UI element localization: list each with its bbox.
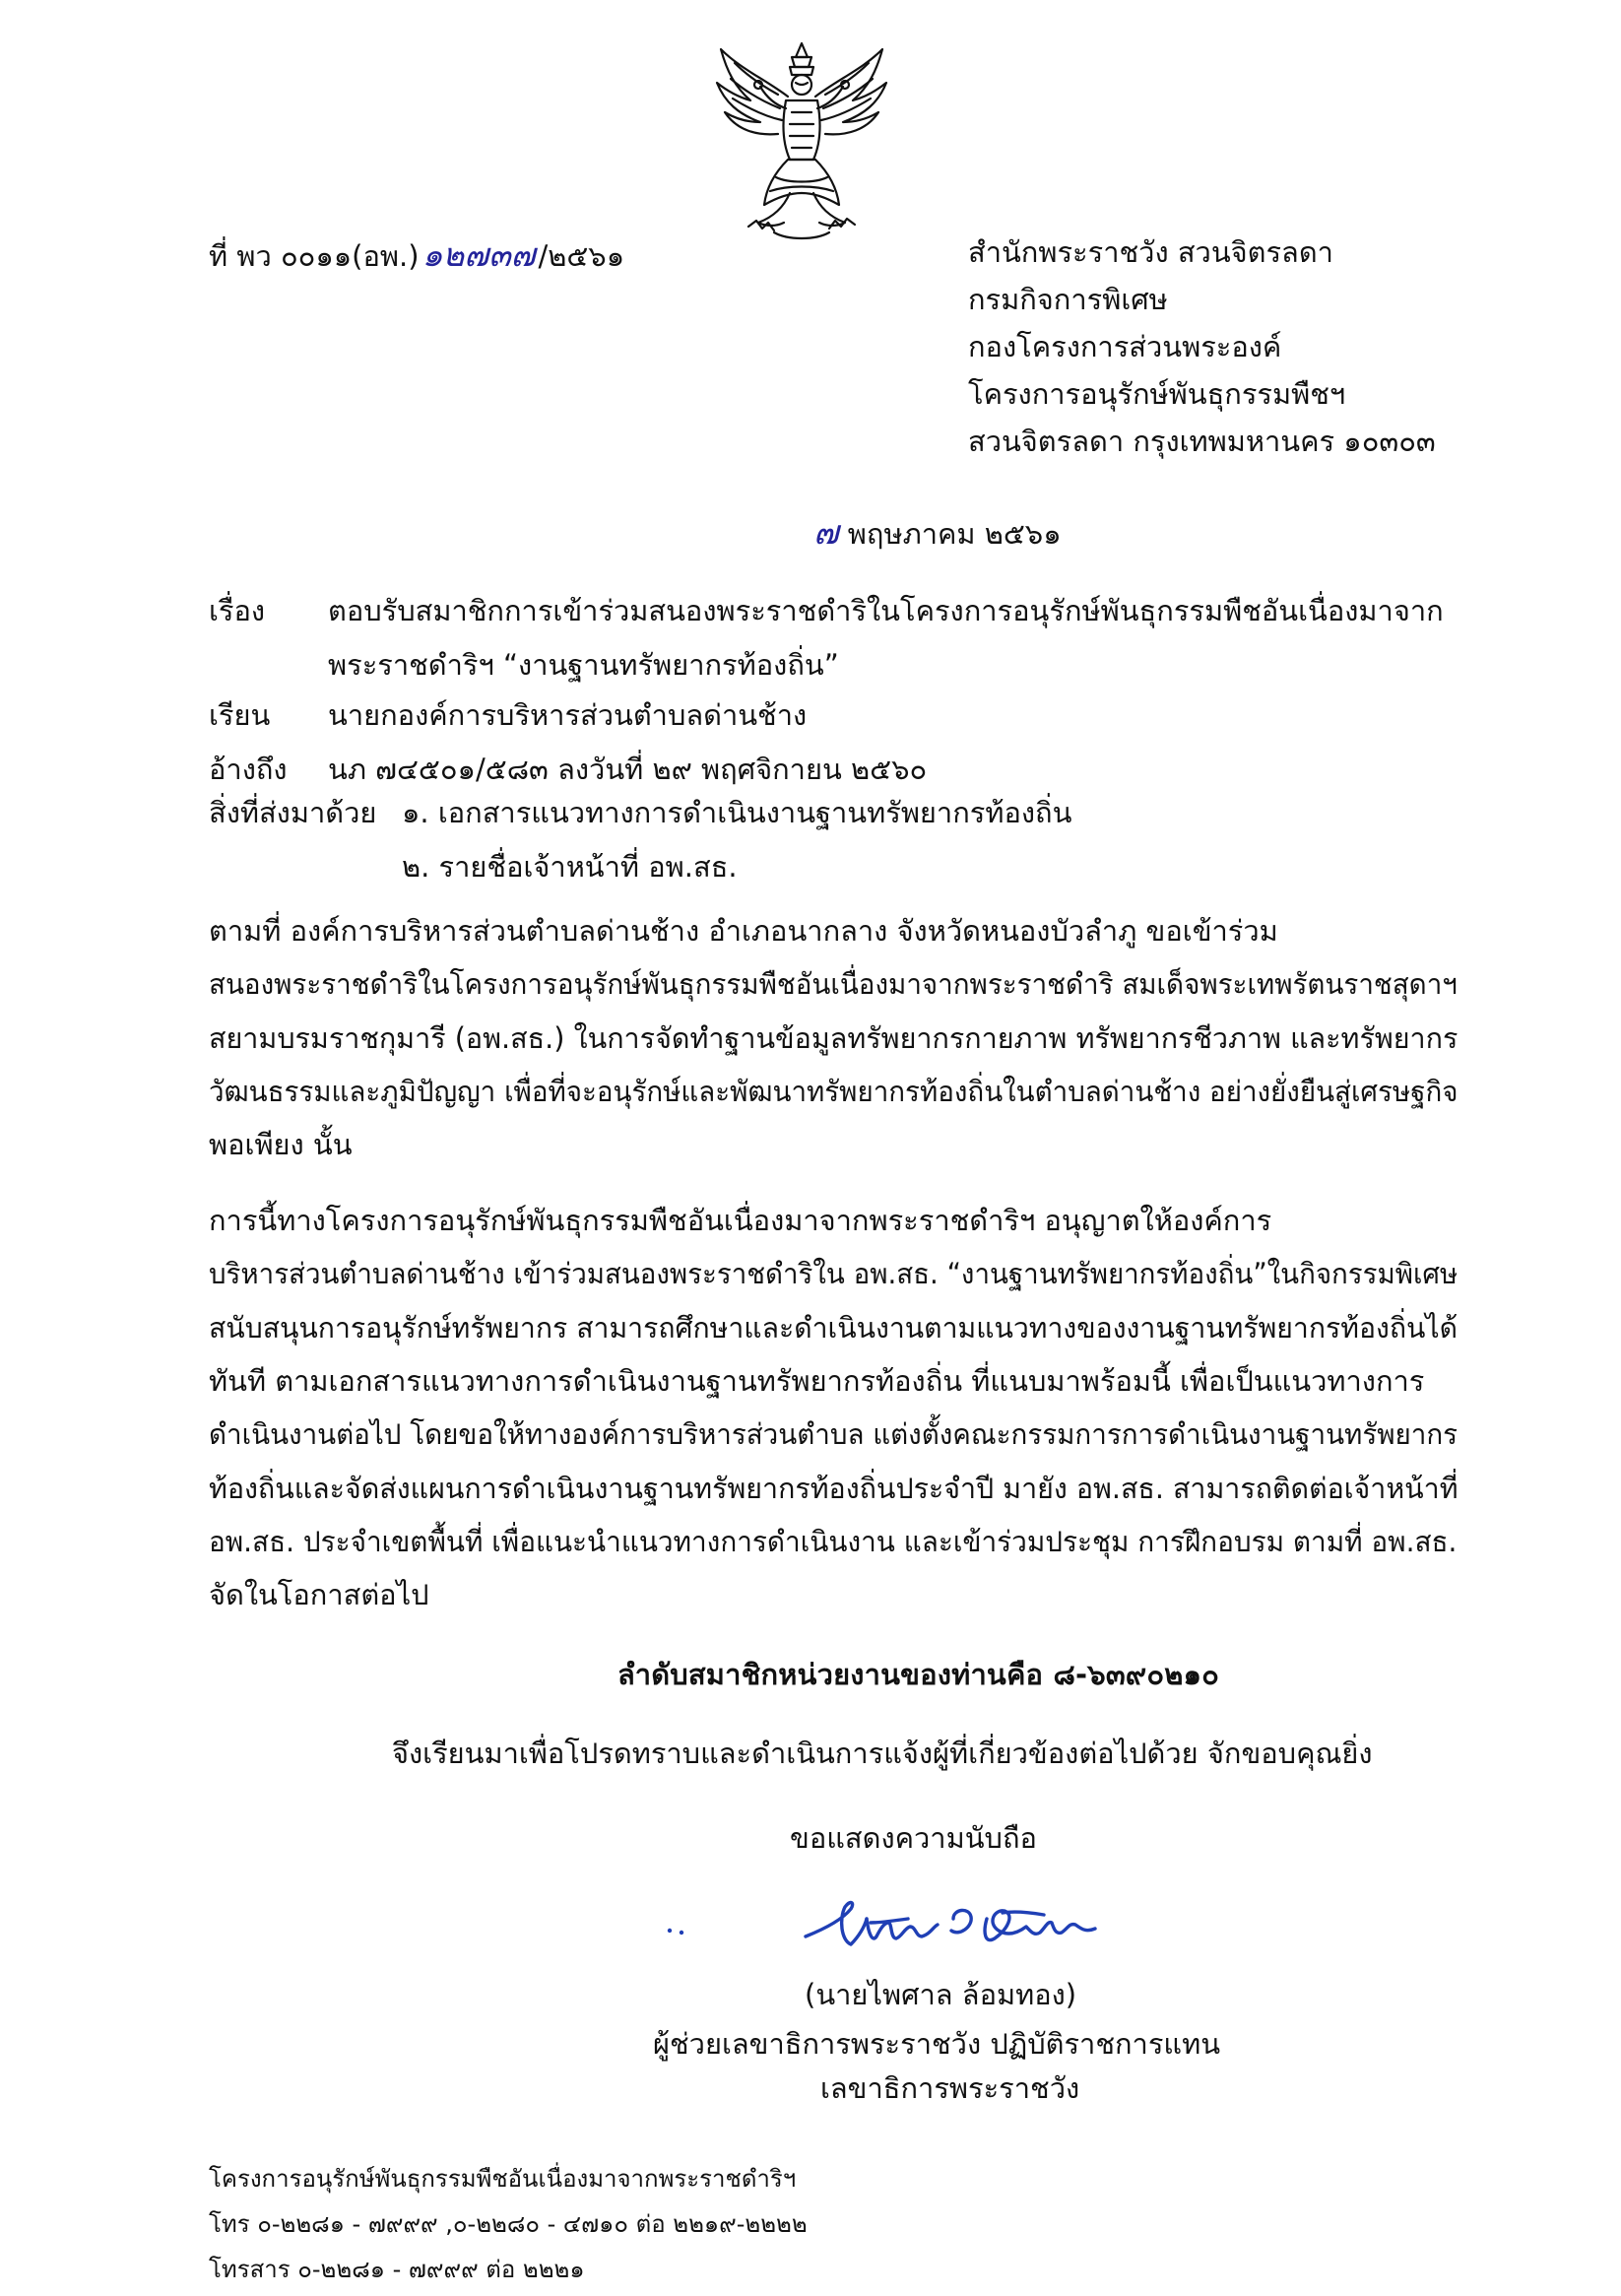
footer-fax: โทรสาร ๐-๒๒๘๑ - ๗๙๙๙ ต่อ ๒๒๒๑	[209, 2256, 585, 2283]
signer-name: (นายไพศาล ล้อมทอง)	[805, 1978, 1077, 2011]
sender-address-line: โครงการอนุรักษ์พันธุกรรมพืชฯ	[968, 377, 1346, 411]
paragraph-line: อพ.สธ. ประจำเขตพื้นที่ เพื่อแนะนำแนวทางการดำเนินงาน และเข้าร่วมประชุม การฝึกอบรม ตามที่ อพ.สธ.	[209, 1524, 1458, 1558]
paragraph-line: สนับสนุนการอนุรักษ์ทรัพยากร สามารถศึกษาและดำเนินงานตามแนวทางของงานฐานทรัพยากรท้องถิ่นได้	[209, 1310, 1459, 1345]
paragraph-line: วัฒนธรรมและภูมิปัญญา เพื่อที่จะอนุรักษ์และพัฒนาทรัพยากรท้องถิ่นในตำบลด่านช้าง อย่างยั่งยืนสู่เศรษฐกิจ	[209, 1074, 1459, 1108]
subject-line-1: ตอบรับสมาชิกการเข้าร่วมสนองพระราชดำริในโครงการอนุรักษ์พันธุกรรมพืชอันเนื่องมาจาก	[328, 594, 1444, 627]
reference-to-value: นภ ๗๔๕๐๑/๕๘๓ ลงวันที่ ๒๙ พฤศจิกายน ๒๕๖๐	[328, 753, 928, 786]
subject-line-2: พระราชดำริฯ “งานฐานทรัพยากรท้องถิ่น”	[328, 648, 839, 682]
paragraph-line: สนองพระราชดำริในโครงการอนุรักษ์พันธุกรรมพืชอันเนื่องมาจากพระราชดำริ สมเด็จพระเทพรัตนราชสุดาฯ	[209, 967, 1458, 1002]
signature-image	[658, 1879, 1121, 1968]
date-month-year: พฤษภาคม ๒๕๖๑	[847, 517, 1062, 551]
sender-address-line: กรมกิจการพิเศษ	[968, 283, 1168, 316]
paragraph-line: ท้องถิ่นและจัดส่งแผนการดำเนินงานฐานทรัพยากรท้องถิ่นประจำปี มายัง อพ.สธ. สามารถติดต่อเจ้าหน้าที่	[209, 1471, 1459, 1505]
paragraph-line: พอเพียง นั้น	[209, 1128, 353, 1162]
enclosure-item: ๒. รายชื่อเจ้าหน้าที่ อพ.สธ.	[402, 850, 738, 884]
signer-title: ผู้ช่วยเลขาธิการพระราชวัง ปฏิบัติราชการแทน	[653, 2027, 1221, 2061]
footer-contact	[209, 2156, 808, 2292]
sender-address-line: กองโครงการส่วนพระองค์	[968, 330, 1282, 363]
letter-date	[813, 505, 1062, 558]
reference-number-handwritten: ๑๒๗๓๗	[421, 235, 536, 274]
paragraph-line: สยามบรมราชกุมารี (อพ.สธ.) ในการจัดทำฐานข้อมูลทรัพยากรกายภาพ ทรัพยากรชีวภาพ และทรัพยากร	[209, 1020, 1459, 1055]
sender-address	[968, 229, 1436, 465]
paragraph-line: ทันที ตามเอกสารแนวทางการดำเนินงานฐานทรัพยากรท้องถิ่น ที่แนบมาพร้อมนี้ เพื่อเป็นแนวทางการ	[209, 1363, 1425, 1398]
enclosures-label: สิ่งที่ส่งมาด้วย	[209, 796, 377, 829]
recipient-value: นายกองค์การบริหารส่วนตำบลด่านช้าง	[328, 698, 808, 732]
member-number: ลำดับสมาชิกหน่วยงานของท่านคือ ๘-๖๓๙๐๒๑๐	[617, 1658, 1220, 1691]
enclosure-item: ๑. เอกสารแนวทางการดำเนินงานฐานทรัพยากรท้องถิ่น	[402, 796, 1072, 829]
sender-address-line: สวนจิตรลดา กรุงเทพมหานคร ๑๐๓๐๓	[968, 425, 1436, 458]
date-day-handwritten: ๗	[813, 513, 839, 553]
reference-number-prefix: ที่ พว ๐๐๑๑(อพ.)	[209, 239, 420, 273]
paragraph-line: ดำเนินงานต่อไป โดยขอให้ทางองค์การบริหารส่วนตำบล แต่งตั้งคณะกรรมการการดำเนินงานฐานทรัพยากร	[209, 1417, 1459, 1452]
subject-label: เรื่อง	[209, 594, 266, 627]
garuda-emblem-icon	[705, 39, 898, 246]
closing-sentence: จึงเรียนมาเพื่อโปรดทราบและดำเนินการแจ้งผู้ที่เกี่ยวข้องต่อไปด้วย จักขอบคุณยิ่ง	[392, 1737, 1373, 1770]
reference-number-suffix: /๒๕๖๑	[538, 239, 625, 273]
recipient-label: เรียน	[209, 698, 271, 732]
paragraph-line: ตามที่ องค์การบริหารส่วนตำบลด่านช้าง อำเภอนากลาง จังหวัดหนองบัวลำภู ขอเข้าร่วม	[209, 914, 1278, 948]
sender-address-line: สำนักพระราชวัง สวนจิตรลดา	[968, 235, 1333, 269]
footer-unit: โครงการอนุรักษ์พันธุกรรมพืชอันเนื่องมาจากพระราชดำริฯ	[209, 2165, 797, 2193]
paragraph-line: การนี้ทางโครงการอนุรักษ์พันธุกรรมพืชอันเนื่องมาจากพระราชดำริฯ อนุญาตให้องค์การ	[209, 1204, 1272, 1237]
footer-phone: โทร ๐-๒๒๘๑ - ๗๙๙๙ ,๐-๒๒๘๐ - ๔๗๑๐ ต่อ ๒๒๑๙-๒๒๒๒	[209, 2210, 808, 2238]
paragraph-line: จัดในโอกาสต่อไป	[209, 1578, 429, 1612]
signer-title: เลขาธิการพระราชวัง	[820, 2071, 1080, 2105]
reference-to-label: อ้างถึง	[209, 753, 288, 786]
reference-number	[209, 229, 624, 281]
paragraph-line: บริหารส่วนตำบลด่านช้าง เข้าร่วมสนองพระราชดำริใน อพ.สธ. “งานฐานทรัพยากรท้องถิ่น”ในกิจกรรมพิเศษ	[209, 1257, 1459, 1291]
regards: ขอแสดงความนับถือ	[790, 1821, 1037, 1855]
